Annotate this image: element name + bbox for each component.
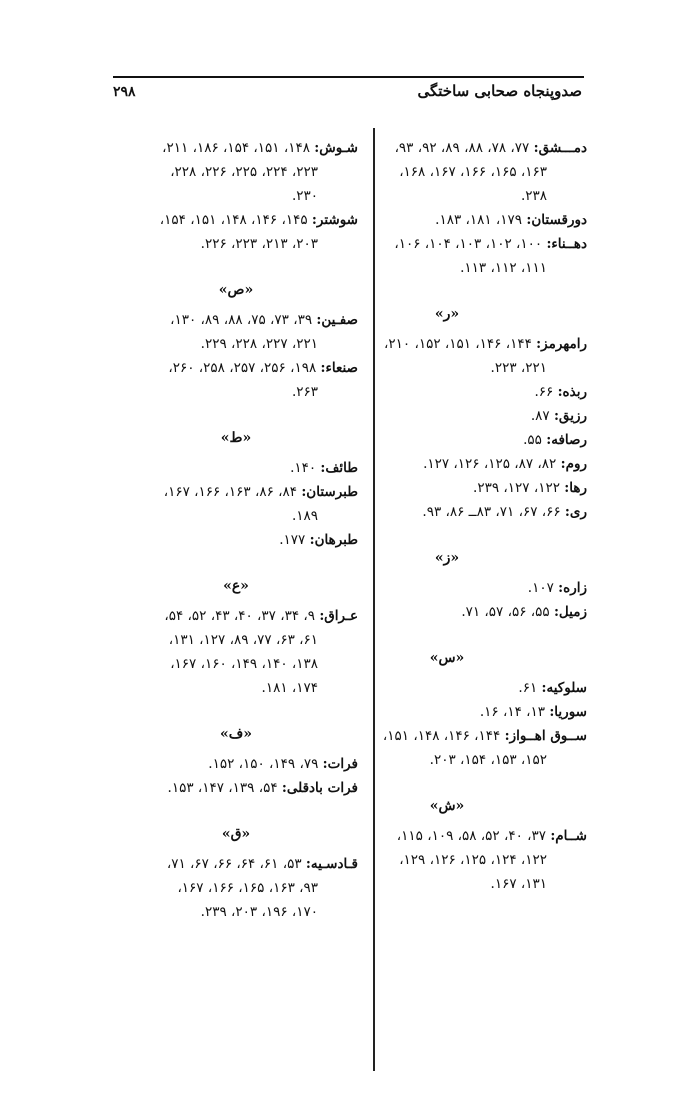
page-number: ۲۹۸ bbox=[113, 84, 136, 100]
entry-page-refs: ۶۱. bbox=[518, 680, 538, 696]
entry-page-refs: ۱۷۴، ۱۸۱. bbox=[261, 680, 318, 696]
entry-page-refs: ۱۰۰، ۱۰۲، ۱۰۳، ۱۰۴، ۱۰۶، bbox=[394, 236, 543, 252]
entry-page-refs: ۸۲، ۸۷، ۱۲۵، ۱۲۶، ۱۲۷. bbox=[423, 456, 557, 472]
index-entry bbox=[114, 480, 358, 528]
entry-place-name: روم: bbox=[560, 456, 587, 472]
entry-place-name: قـادسـیه: bbox=[305, 856, 358, 872]
header-title: صدوپنجاه صحابی ساختگی bbox=[417, 82, 582, 100]
entry-page-refs: ۵۵. bbox=[523, 432, 542, 448]
index-entry bbox=[114, 604, 358, 700]
index-entry bbox=[114, 356, 358, 404]
entry-page-refs: ۱۴۵، ۱۴۶، ۱۴۸، ۱۵۱، ۱۵۴، bbox=[159, 212, 308, 228]
entry-page-refs: ۲۰۳، ۲۱۳، ۲۲۳، ۲۲۶. bbox=[200, 236, 318, 252]
entry-page-refs: ۸۴، ۸۶، ۱۶۳، ۱۶۶، ۱۶۷، bbox=[163, 484, 298, 500]
entry-place-name: رامهرمز: bbox=[536, 336, 587, 352]
index-entry bbox=[114, 136, 358, 208]
entry-place-name: دمـــشق: bbox=[533, 140, 587, 156]
entry-page-refs: ۸۷. bbox=[530, 408, 550, 424]
section-letter: «ش» bbox=[429, 798, 465, 814]
index-entry bbox=[114, 852, 358, 924]
entry-place-name: رها: bbox=[564, 480, 587, 496]
entry-place-name: صفـین: bbox=[316, 312, 358, 328]
entry-place-name: صنعاء: bbox=[320, 360, 358, 376]
entry-page-refs: ۵۴، ۱۳۹، ۱۴۷، ۱۵۳. bbox=[167, 780, 278, 796]
section-letter: «ق» bbox=[221, 826, 251, 842]
index-entry bbox=[114, 528, 358, 552]
entry-page-refs: ۱۳۱، ۱۶۷. bbox=[490, 876, 547, 892]
index-entry bbox=[114, 752, 358, 776]
entry-page-refs: ۳۹، ۷۳، ۷۵، ۸۸، ۸۹، ۱۳۰، bbox=[170, 312, 313, 328]
entry-page-refs: ۱۳، ۱۴، ۱۶. bbox=[479, 704, 546, 720]
entry-page-refs: ۱۲۲، ۱۲۷، ۲۳۹. bbox=[473, 480, 560, 496]
entry-page-refs: ۶۶، ۶۷، ۷۱، ۸۳ــ ۸۶، ۹۳. bbox=[422, 504, 561, 520]
entry-page-refs: ۷۹، ۱۴۹، ۱۵۰، ۱۵۲. bbox=[208, 756, 319, 772]
section-letter: «ز» bbox=[434, 550, 460, 566]
index-column-left bbox=[114, 136, 358, 924]
entry-page-refs: ۱۳۸، ۱۴۰، ۱۴۹، ۱۶۰، ۱۶۷، bbox=[170, 656, 318, 672]
entry-page-refs: ۵۵، ۵۶، ۵۷، ۷۱. bbox=[461, 604, 550, 620]
entry-place-name: رزیق: bbox=[553, 408, 587, 424]
entry-page-refs: ۱۹۸، ۲۵۶، ۲۵۷، ۲۵۸، ۲۶۰، bbox=[168, 360, 317, 376]
header-rule bbox=[113, 76, 584, 78]
entry-page-refs: ۷۷، ۷۸، ۸۸، ۸۹، ۹۲، ۹۳، bbox=[394, 140, 530, 156]
entry-page-refs: ۱۵۲، ۱۵۳، ۱۵۴، ۲۰۳. bbox=[429, 752, 547, 768]
entry-place-name: زاره: bbox=[558, 580, 587, 596]
entry-place-name: شــام: bbox=[550, 828, 587, 844]
entry-place-name: ری: bbox=[564, 504, 587, 520]
entry-place-name: دهــناء: bbox=[546, 236, 587, 252]
section-letter: «ط» bbox=[220, 430, 252, 446]
entry-page-refs: ۱۲۲، ۱۲۴، ۱۲۵، ۱۲۶، ۱۲۹، bbox=[399, 852, 547, 868]
index-entry bbox=[114, 308, 358, 356]
entry-page-refs: ۲۳۰. bbox=[291, 188, 318, 204]
entry-page-refs: ۱۶۳، ۱۶۵، ۱۶۶، ۱۶۷، ۱۶۸، bbox=[399, 164, 547, 180]
entry-place-name: زمیل: bbox=[553, 604, 587, 620]
entry-page-refs: ۶۶. bbox=[534, 384, 554, 400]
section-letter: «ص» bbox=[218, 282, 254, 298]
entry-place-name: فرات بادقلی: bbox=[281, 780, 358, 796]
entry-page-refs: ۱۰۷. bbox=[527, 580, 554, 596]
section-letter: «س» bbox=[429, 650, 465, 666]
entry-place-name: شـوش: bbox=[314, 140, 358, 156]
entry-place-name: سوریا: bbox=[549, 704, 587, 720]
entry-page-refs: ۲۲۱، ۲۲۷، ۲۲۸، ۲۲۹. bbox=[200, 336, 318, 352]
entry-page-refs: ۳۷، ۴۰، ۵۲، ۵۸، ۱۰۹، ۱۱۵، bbox=[396, 828, 547, 844]
page-header bbox=[113, 80, 582, 114]
section-letter: «ر» bbox=[434, 306, 460, 322]
entry-page-refs: ۱۷۷. bbox=[279, 532, 306, 548]
entry-page-refs: ۱۴۸، ۱۵۱، ۱۵۴، ۱۸۶، ۲۱۱، bbox=[162, 140, 310, 156]
entry-place-name: شوشتر: bbox=[311, 212, 358, 228]
entry-page-refs: ۱۱۱، ۱۱۲، ۱۱۳. bbox=[460, 260, 547, 276]
entry-page-refs: ۱۷۹، ۱۸۱، ۱۸۳. bbox=[435, 212, 523, 228]
section-letter: «ع» bbox=[223, 578, 249, 594]
entry-page-refs: ۲۲۳، ۲۲۴، ۲۲۵، ۲۲۶، ۲۲۸، bbox=[170, 164, 318, 180]
entry-page-refs: ۲۶۳. bbox=[291, 384, 318, 400]
entry-place-name: دورقستان: bbox=[526, 212, 587, 228]
entry-place-name: ربذه: bbox=[557, 384, 587, 400]
entry-page-refs: ۶۱، ۶۳، ۷۷، ۸۹، ۱۲۷، ۱۳۱، bbox=[168, 632, 318, 648]
entry-page-refs: ۱۸۹. bbox=[291, 508, 318, 524]
entry-place-name: رصافه: bbox=[546, 432, 587, 448]
entry-page-refs: ۱۴۴، ۱۴۶، ۱۵۱، ۱۵۲، ۲۱۰، bbox=[384, 336, 532, 352]
entry-place-name: ســوق اهــواز: bbox=[504, 728, 587, 744]
entry-place-name: طبرستان: bbox=[301, 484, 358, 500]
entry-page-refs: ۹، ۳۴، ۳۷، ۴۰، ۴۳، ۵۲، ۵۴، bbox=[164, 608, 316, 624]
entry-page-refs: ۲۳۸. bbox=[520, 188, 547, 204]
entry-page-refs: ۱۴۰. bbox=[290, 460, 317, 476]
entry-page-refs: ۵۳، ۶۱، ۶۴، ۶۶، ۶۷، ۷۱، bbox=[166, 856, 302, 872]
entry-place-name: عـراق: bbox=[319, 608, 358, 624]
entry-page-refs: ۱۷۰، ۱۹۶، ۲۰۳، ۲۳۹. bbox=[200, 904, 318, 920]
index-entry bbox=[114, 456, 358, 480]
entry-place-name: سلوکیه: bbox=[541, 680, 587, 696]
entry-place-name: طائف: bbox=[320, 460, 358, 476]
entry-page-refs: ۲۲۱، ۲۲۳. bbox=[490, 360, 547, 376]
entry-place-name: فرات: bbox=[322, 756, 358, 772]
index-entry bbox=[114, 776, 358, 800]
entry-place-name: طبرهان: bbox=[309, 532, 358, 548]
index-entry bbox=[114, 208, 358, 256]
section-letter: «ف» bbox=[219, 726, 252, 742]
entry-page-refs: ۱۴۴، ۱۴۶، ۱۴۸، ۱۵۱، bbox=[382, 728, 501, 744]
entry-page-refs: ۹۳، ۱۶۳، ۱۶۵، ۱۶۶، ۱۶۷، bbox=[177, 880, 318, 896]
